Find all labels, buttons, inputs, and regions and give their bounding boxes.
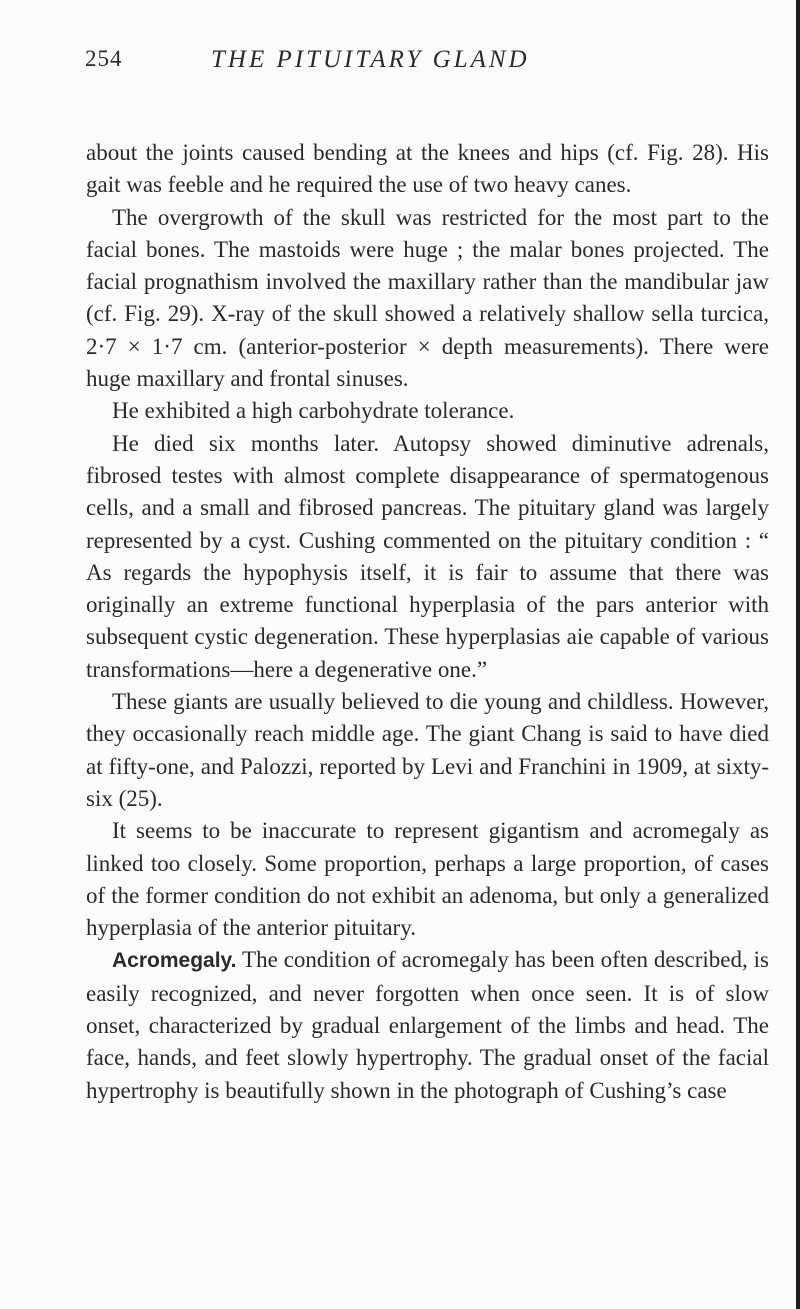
paragraph-autopsy: He died six months later. Autopsy showed diminutive adrenals, fibrosed testes with almost complete disappearance of spermatogenous cells, and a small and fibrosed pancreas. The pituitary gland was largely represented by a cyst. Cushing commented on the pituitary condition : “ As regards the hypophysis itself, it is fair to assume that there was originally an extreme functional hyperplasia of the pars anterior with subsequent cystic degeneration. These hyperplasias aie capable of various transformations—here a degenerative one.” xyxy=(86,430,769,682)
paragraph-gigantism: It seems to be inaccurate to represent gigantism and acromegaly as linked too closely. Some proportion, perhaps a large proportion, of cases of the former condition do not exhibit an adenoma, but only a generalized hyperplasia of the anterior pituitary. xyxy=(86,818,769,941)
page-edge xyxy=(796,0,800,1309)
page-number: 254 xyxy=(85,46,123,71)
paragraph-acromegaly xyxy=(86,944,769,1106)
paragraph-tolerance: He exhibited a high carbohydrate tolerance. xyxy=(112,398,515,424)
acromegaly-text: The condition of acromegaly has been often described, is easily recognized, and never forgotten when once seen. It is of slow onset, characterized by gradual enlargement of the limbs and head. The face, hands, and feet slowly hypertrophy. The gradual onset of the facial hypertrophy is beautifully shown in the photograph of Cushing’s case xyxy=(86,947,769,1103)
body-text xyxy=(86,137,769,1107)
paragraph-lifespan: These giants are usually believed to die young and childless. However, they occasionally reach middle age. The giant Chang is said to have died at fifty-one, and Palozzi, reported by Levi and Franchini in 1909, at sixty-six (25). xyxy=(86,689,769,811)
paragraph-skull: The overgrowth of the skull was restricted for the most part to the facial bones. The mastoids were huge ; the malar bones projected. The facial prognathism involved the maxillary rather than the mandibular jaw (cf. Fig. 29). X-ray of the skull showed a relatively shallow sella turcica, 2·7 × 1·7 cm. (anterior-posterior × depth measurements). There were huge maxillary and frontal sinuses. xyxy=(86,204,769,392)
paragraph-continuation: about the joints caused bending at the knees and hips (cf. Fig. 28). His gait was feeble and he required the use of two heavy canes. xyxy=(86,140,769,198)
running-title: THE PITUITARY GLAND xyxy=(211,46,530,73)
section-heading-acromegaly: Acromegaly. xyxy=(112,949,237,973)
page-header xyxy=(85,46,765,86)
